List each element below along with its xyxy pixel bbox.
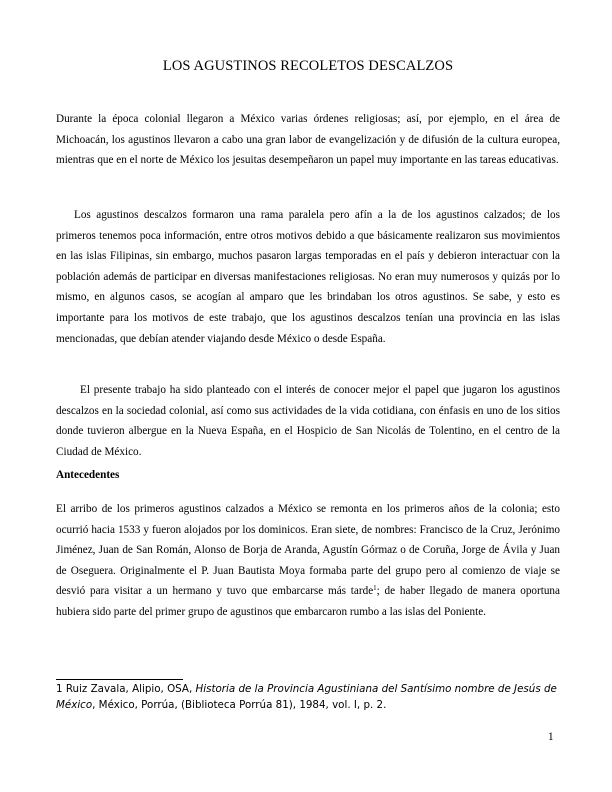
footnote-tail: , México, Porrúa, (Biblioteca Porrúa 81), 1984, vol. I, p. 2.: [92, 698, 387, 711]
section-heading: Antecedentes: [56, 469, 120, 481]
paragraph-purpose: El presente trabajo ha sido planteado con el interés de conocer mejor el papel que jugaron los agustinos descalzos en la sociedad colonial, así como sus actividades de la vida cotidiana, con énfasis en uno de los sitios donde tuvieron albergue en la Nueva España, en el Hospicio de San Nicolás de Tolentino, en el centro de la Ciudad de México.: [56, 384, 560, 458]
page-title: LOS AGUSTINOS RECOLETOS DESCALZOS: [162, 58, 454, 74]
paragraph-antecedentes-end: ; de haber llegado de manera oportuna hubiera sido parte del primer grupo de agustinos que embarcaron rumbo a las islas del Poniente.: [56, 585, 560, 618]
paragraph-descalzos: Los agustinos descalzos formaron una rama paralela pero afín a la de los agustinos calzados; de los primeros tenemos poca información, entre otros motivos debido a que básicamente realizaron sus movimientos en las islas Filipinas, sin embargo, muchos pasaron largas temporadas en el país y debieron interactuar con la población además de participar en diversas manifestaciones religiosas. No eran muy numerosos y quizás por lo mismo, en algunos casos, se acogían al amparo que les brindaban los otros agustinos. Se sabe, y esto es importante para los motivos de este trabajo, que los agustinos descalzos tenían una provincia en las islas mencionadas, que debían atender viajando desde México o desde España.: [56, 209, 560, 345]
page-number: 1: [548, 731, 554, 743]
footnote-reference[interactable]: 1: [373, 584, 377, 593]
footnote-separator: [56, 679, 183, 680]
paragraph-antecedentes: [56, 499, 560, 623]
footnote: [56, 682, 560, 713]
paragraph-intro: Durante la época colonial llegaron a México varias órdenes religiosas; así, por ejemplo, en el área de Michoacán, los agustinos llevaron a cabo una gran labor de evangelización y de difusión de la cultura europea, mientras que en el norte de México los jesuitas desempeñaron un papel muy importante en las tareas educativas.: [56, 113, 560, 167]
footnote-lead: 1 Ruiz Zavala, Alipio, OSA,: [56, 683, 196, 695]
footnote-book-title: Historia de la Provincia Agustiniana del Santísimo nombre de Jesús de México: [56, 683, 557, 711]
paragraph-antecedentes-start: El arribo de los primeros agustinos calzados a México se remonta en los primeros años de la colonia; esto ocurrió hacia 1533 y fueron alojados por los dominicos. Eran siete, de nombres: Francisco de la Cruz, Jerónimo Jiménez, Juan de San Román, Alonso de Borja de Aranda, Agustín Górmaz o de Coruña, Jorge de Ávila y Juan de Oseguera. Originalmente el P. Juan Bautista Moya formaba parte del grupo pero al comienzo de viaje se desvió para visitar a un hermano y tuvo que embarcarse más tarde: [56, 503, 560, 598]
